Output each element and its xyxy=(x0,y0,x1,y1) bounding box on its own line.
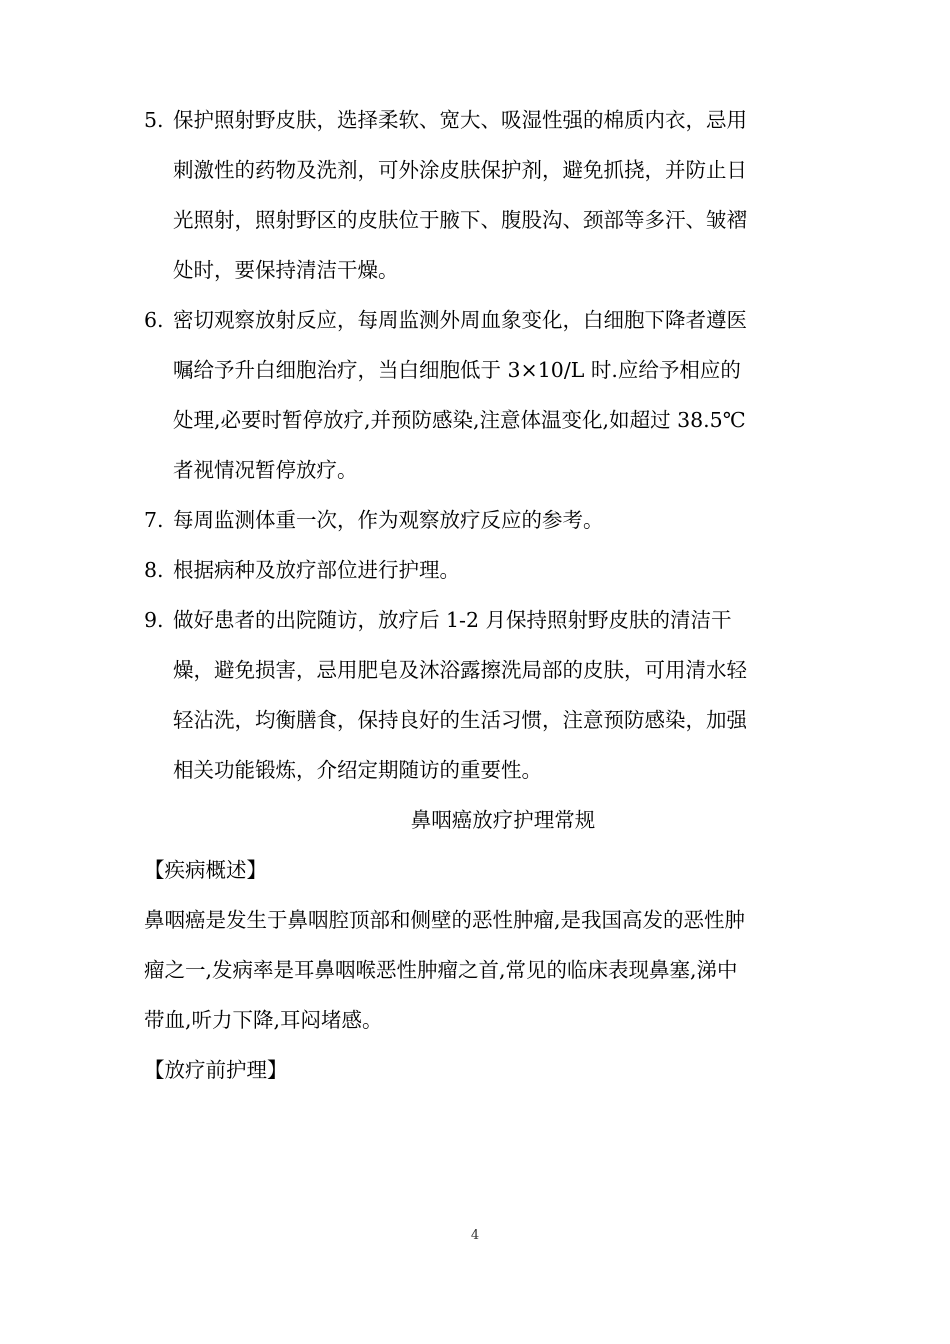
list-item-line: 者视情况暂停放疗。 xyxy=(173,458,358,482)
overview-line: 瘤之一,发病率是耳鼻咽喉恶性肿瘤之首,常见的临床表现鼻塞,涕中 xyxy=(144,958,738,982)
list-item-line: 光照射，照射野区的皮肤位于腋下、腹股沟、颈部等多汗、皱褶 xyxy=(173,208,747,232)
pre-care-heading: 【放疗前护理】 xyxy=(144,1058,288,1082)
list-item-line: 燥，避免损害，忌用肥皂及沐浴露擦洗局部的皮肤，可用清水轻 xyxy=(173,658,747,682)
list-item-line: 保护照射野皮肤，选择柔软、宽大、吸湿性强的棉质内衣，忌用 xyxy=(173,108,747,132)
section-title: 鼻咽癌放疗护理常规 xyxy=(410,808,596,832)
overview-line: 带血,听力下降,耳闷堵感。 xyxy=(144,1008,383,1032)
list-item-line: 处时，要保持清洁干燥。 xyxy=(173,258,399,282)
list-number: 8. xyxy=(144,558,164,582)
list-item-line: 刺激性的药物及洗剂，可外涂皮肤保护剂，避免抓挠，并防止日 xyxy=(173,158,747,182)
list-number: 6. xyxy=(144,308,164,332)
page-number: 4 xyxy=(470,1228,480,1243)
list-number: 7. xyxy=(144,508,164,532)
list-item-line: 轻沾洗，均衡膳食，保持良好的生活习惯，注意预防感染，加强 xyxy=(173,708,747,732)
overview-line: 鼻咽癌是发生于鼻咽腔顶部和侧壁的恶性肿瘤,是我国高发的恶性肿 xyxy=(144,908,746,932)
list-number: 9. xyxy=(144,608,164,632)
list-item-line: 处理,必要时暂停放疗,并预防感染,注意体温变化,如超过 38.5℃ xyxy=(173,408,746,432)
list-item-line: 嘱给予升白细胞治疗，当白细胞低于 3×10/L 时.应给予相应的 xyxy=(173,358,741,382)
list-item-line: 做好患者的出院随访，放疗后 1-2 月保持照射野皮肤的清洁干 xyxy=(173,608,732,632)
list-item-line: 密切观察放射反应，每周监测外周血象变化，白细胞下降者遵医 xyxy=(173,308,747,332)
overview-heading: 【疾病概述】 xyxy=(144,858,267,882)
list-item-line: 根据病种及放疗部位进行护理。 xyxy=(173,558,460,582)
list-item-line: 每周监测体重一次，作为观察放疗反应的参考。 xyxy=(173,508,604,532)
list-item-line: 相关功能锻炼，介绍定期随访的重要性。 xyxy=(173,758,542,782)
list-number: 5. xyxy=(144,108,164,132)
